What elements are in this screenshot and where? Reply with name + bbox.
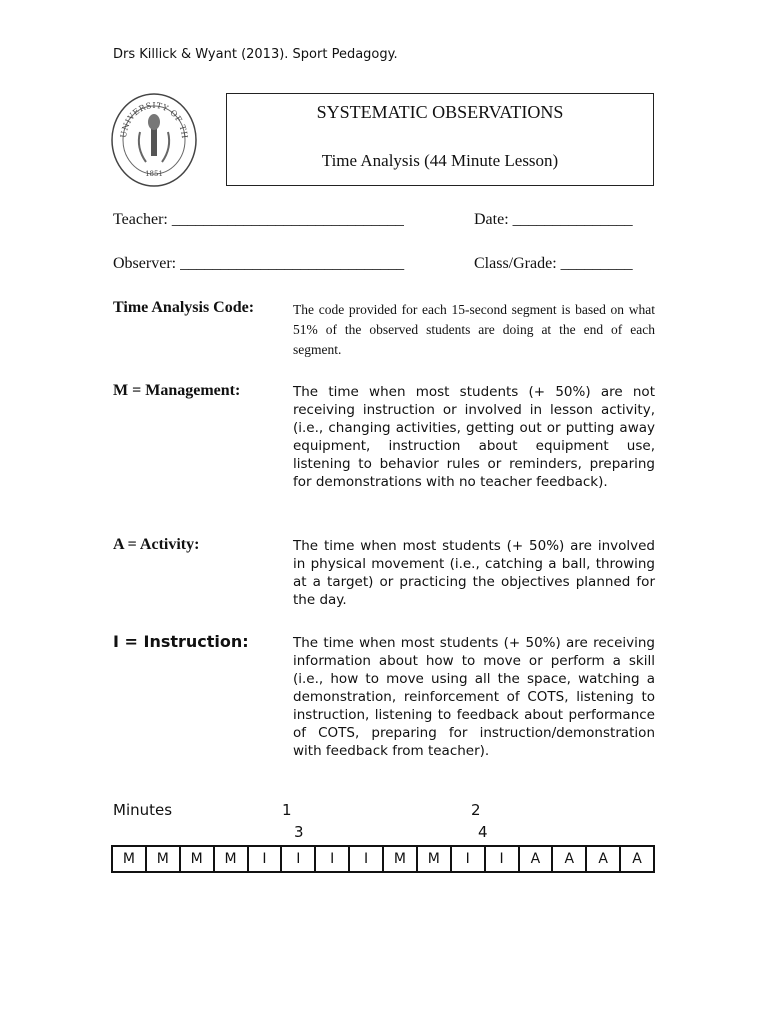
- observer-field[interactable]: Observer: ____________________________: [113, 255, 405, 272]
- minute-number: 2: [471, 801, 481, 819]
- date-field[interactable]: Date: _______________: [474, 211, 633, 228]
- segment-cell: M: [214, 846, 248, 872]
- segment-cell: M: [417, 846, 451, 872]
- university-seal-logo: [110, 92, 198, 188]
- instruction-code-label: I = Instruction:: [113, 632, 249, 651]
- page-subtitle: Time Analysis (44 Minute Lesson): [321, 151, 559, 170]
- management-code-label: M = Management:: [113, 382, 241, 399]
- activity-code-description: The time when most students (+ 50%) are involved in physical movement (i.e., catching a ball, throwing at a target) or practicing the objectives planned for the day.: [293, 538, 655, 608]
- minute-number: 4: [478, 823, 488, 841]
- segment-row: [112, 846, 654, 872]
- teacher-field[interactable]: Teacher: _____________________________: [113, 211, 404, 228]
- segment-cell: M: [112, 846, 146, 872]
- minute-number: 1: [282, 801, 292, 819]
- time-analysis-code-label: Time Analysis Code:: [113, 299, 255, 316]
- seal-text: UNIVERSITY OF TH: [118, 100, 190, 140]
- minutes-label: Minutes: [113, 801, 173, 819]
- segment-cell: I: [451, 846, 485, 872]
- minute-number: 3: [294, 823, 304, 841]
- svg-text:UNIVERSITY OF THE PACIFIC: [110, 92, 189, 139]
- instruction-code-description: The time when most students (+ 50%) are receiving information about how to move or perform a skill (i.e., how to move using all the space, watching a demonstration, reinforcement of COTS, listening to instruction, listening to feedback about performance of COTS, preparing for instruction/demonstration with feedback from teacher).: [293, 635, 655, 759]
- segment-cell: M: [180, 846, 214, 872]
- segment-cell: M: [146, 846, 180, 872]
- segment-cell: A: [620, 846, 654, 872]
- time-analysis-code-description: The code provided for each 15-second segment is based on what 51% of the observed students are doing at the end of each segment.: [293, 302, 655, 357]
- segment-cell: I: [281, 846, 315, 872]
- segment-cell: M: [383, 846, 417, 872]
- segment-cell: A: [552, 846, 586, 872]
- segment-cell: I: [315, 846, 349, 872]
- management-code-description: The time when most students (+ 50%) are not receiving instruction or involved in lesson activity, (i.e., changing activities, getting out or putting away equipment, instruction about equipment use, listening to behavior rules or reminders, preparing for demonstrations with no teacher feedback).: [293, 384, 655, 490]
- page-title: SYSTEMATIC OBSERVATIONS: [316, 102, 564, 122]
- segment-cell: I: [248, 846, 282, 872]
- segment-cell: I: [349, 846, 383, 872]
- class-grade-field[interactable]: Class/Grade: _________: [474, 255, 633, 272]
- segment-cell: I: [485, 846, 519, 872]
- segment-cell: A: [586, 846, 620, 872]
- seal-year: 1851: [145, 170, 163, 178]
- segment-codes-table: [111, 845, 655, 873]
- activity-code-label: A = Activity:: [113, 536, 200, 553]
- header-note: Drs Killick & Wyant (2013). Sport Pedagogy.: [113, 47, 398, 62]
- segment-cell: A: [519, 846, 553, 872]
- title-box: [226, 93, 654, 186]
